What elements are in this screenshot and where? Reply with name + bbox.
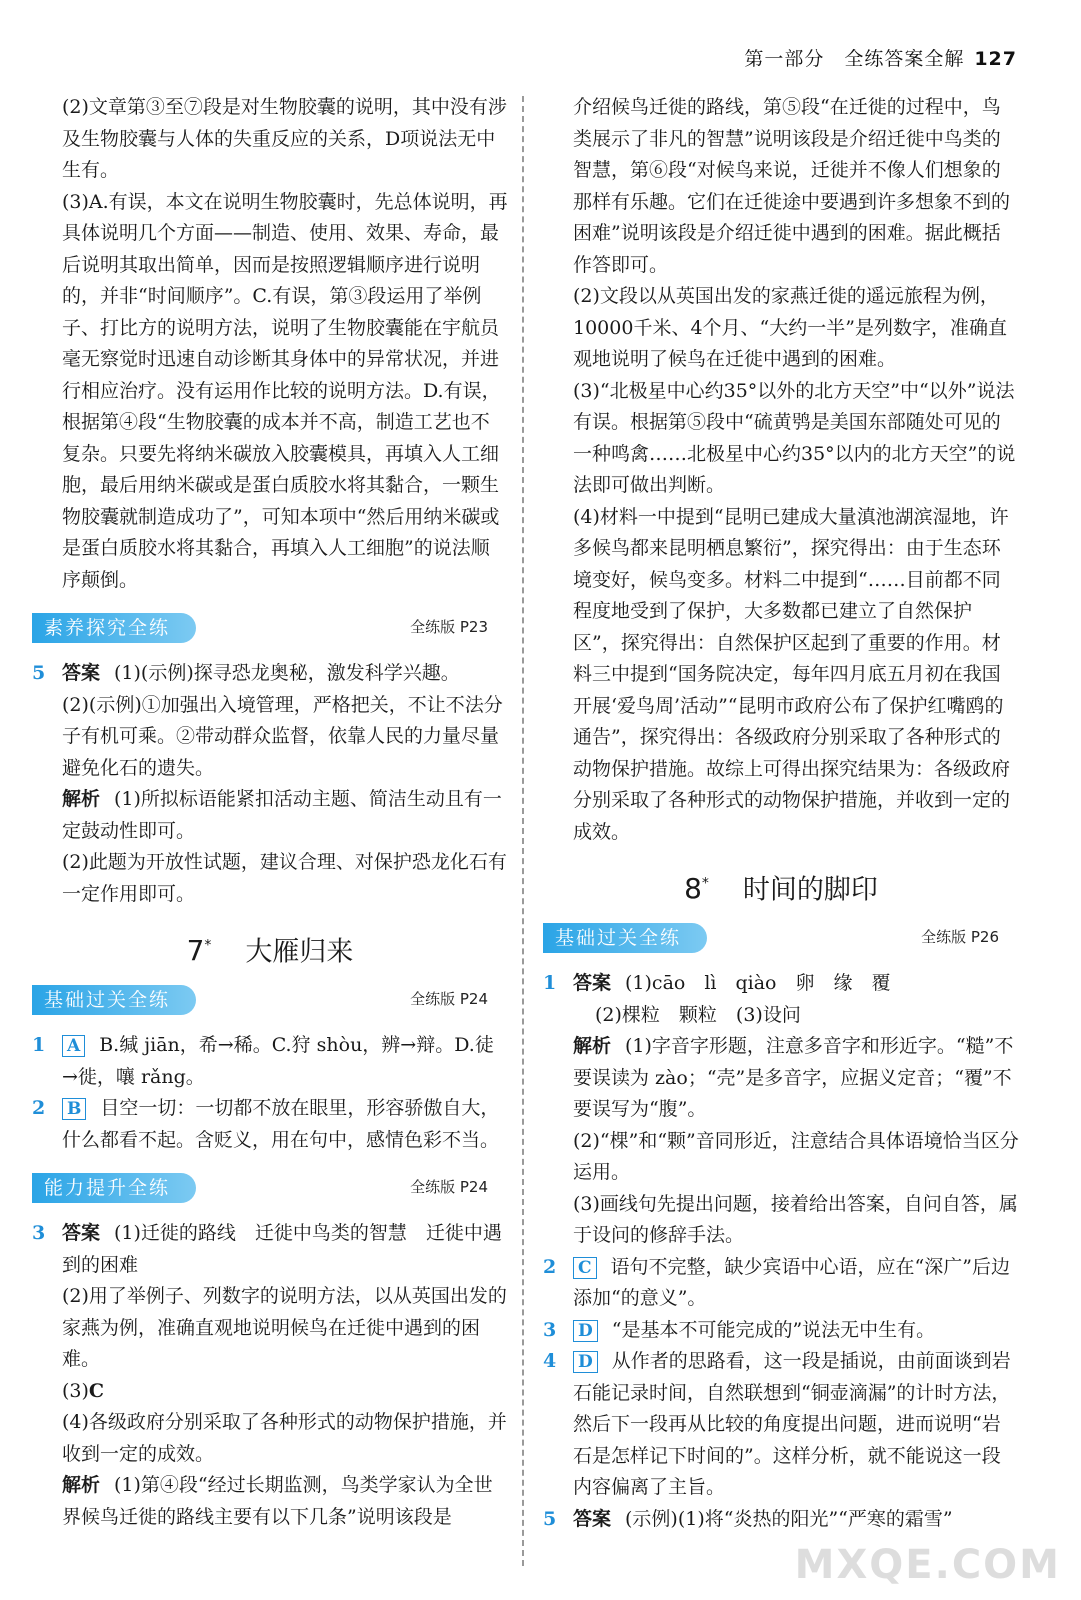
answer-box: D	[573, 1351, 598, 1373]
left-column	[32, 92, 508, 1533]
answer-box: B	[62, 1098, 86, 1120]
analysis	[32, 784, 508, 847]
answer-text: (示例)(1)将“炎热的阳光”“严寒的霜雪”	[625, 1507, 953, 1530]
answer-key: 答案	[573, 1507, 612, 1530]
question-number: 1	[32, 1034, 46, 1056]
paragraph: (2)文章第③至⑦段是对生物胶囊的说明，其中没有涉及生物胶囊与人体的失重反应的关系，D项说法无中生有。	[62, 96, 507, 181]
question-number: 1	[543, 972, 557, 994]
answer-text: (1)cāo lì qiào 卵 缘 覆	[625, 972, 891, 994]
answer-text: (4)各级政府分别采取了各种形式的动物保护措施，并收到一定的成效。	[62, 1411, 507, 1465]
section-header	[543, 918, 1019, 958]
page-header	[744, 44, 1017, 71]
lesson-name: 时间的脚印	[742, 874, 878, 906]
answer-text: (3)C	[62, 1379, 105, 1402]
answer-key: 答案	[62, 1222, 101, 1244]
question-number: 3	[543, 1318, 557, 1341]
section-header	[32, 980, 508, 1020]
question-number: 2	[543, 1255, 557, 1278]
lesson-title	[543, 862, 1019, 906]
section-ref: 全练版 P24	[410, 990, 488, 1008]
column-divider	[522, 96, 524, 1566]
answer-key: 答案	[573, 972, 612, 994]
analysis	[543, 1031, 1019, 1126]
question-text: 从作者的思路看，这一段是插说，由前面谈到岩石能记录时间，自然联想到“铜壶滴漏”的计时方法，然后下一段再从比较的角度提出问题，进而说明“岩石是怎样记下时间的”。这样分析，就不能说这一段内容偏离了主旨。	[573, 1350, 1011, 1498]
answer-text: (2)用了举例子、列数字的说明方法，以从英国出发的家燕为例，准确直观地说明候鸟在迁徙中遇到的困难。	[62, 1285, 507, 1370]
question-2	[32, 1093, 508, 1156]
question-number: 2	[32, 1097, 46, 1119]
question-number: 5	[543, 1507, 557, 1530]
question-number: 5	[32, 662, 46, 684]
watermark: MXQE.COM	[794, 1542, 1061, 1588]
section-label: 素养探究全练	[32, 613, 196, 643]
right-column	[543, 92, 1019, 1535]
section-ref: 全练版 P26	[921, 928, 999, 946]
question-4	[543, 1346, 1019, 1504]
analysis-text: (1)字音字形题，注意多音字和形近字。“糙”不要误读为 zào；“壳”是多音字，应据义定音；“覆”不要误写为“腹”。	[573, 1035, 1014, 1120]
analysis-key: 解析	[62, 788, 101, 810]
answer-text: (2)棵粒 颗粒 (3)设问	[595, 1003, 801, 1026]
answer-text: (1)迁徙的路线 迁徙中鸟类的智慧 迁徙中遇到的困难	[62, 1222, 502, 1276]
lesson-number: 8*	[684, 872, 709, 906]
answer-text: (1)(示例)探寻恐龙奥秘，激发科学兴趣。	[114, 662, 460, 684]
question-3	[32, 1218, 508, 1281]
analysis-key: 解析	[573, 1035, 612, 1057]
answer-key: 答案	[62, 662, 101, 684]
lesson-title	[32, 924, 508, 968]
question-text: B.缄 jiān，希→稀。C.狩 shòu，辨→辩。D.徒→徙，嚷 rǎng。	[62, 1034, 494, 1088]
analysis-text: (3)画线句先提出问题，接着给出答案，自问自答，属于设问的修辞手法。	[573, 1192, 1018, 1246]
paragraph: (2)文段以从英国出发的家燕迁徙的遥远旅程为例，10000千米、4个月、“大约一半”是列数字，准确直观地说明了候鸟在迁徙中遇到的困难。	[573, 285, 1007, 370]
question-number: 4	[543, 1350, 557, 1372]
question-text: 目空一切：一切都不放在眼里，形容骄傲自大，什么都看不起。含贬义，用在句中，感情色彩不当。	[62, 1097, 500, 1151]
section-label: 能力提升全练	[32, 1173, 196, 1203]
lesson-name: 大雁归来	[245, 936, 354, 968]
page-number: 127	[974, 48, 1017, 70]
section-ref: 全练版 P23	[410, 618, 488, 636]
question-3	[543, 1315, 1019, 1347]
analysis-text: (2)“棵”和“颗”音同形近，注意结合具体语境恰当区分运用。	[573, 1129, 1019, 1183]
lesson-number: 7*	[186, 934, 212, 968]
section-label: 基础过关全练	[32, 985, 196, 1015]
paragraph: (3)A.有误，本文在说明生物胶囊时，先总体说明，再具体说明几个方面——制造、使用、效果、寿命，最后说明其取出简单，因而是按照逻辑顺序进行说明的，并非“时间顺序”。C.有误，第③段运用了举例子、打比方的说明方法，说明了生物胶囊能在宇航员毫无察觉时迅速自动诊断其身体中的异常状况，并进行相应治疗。没有运用作比较的说明方法。D.有误，根据第④段“生物胶囊的成本并不高，制造工艺也不复杂。只要先将纳米碳放入胶囊模具，再填入人工细胞，最后用纳米碳或是蛋白质胶水将其黏合，一颗生物胶囊就制造成功了”，可知本项中“然后用纳米碳或是蛋白质胶水将其黏合，再填入人工细胞”的说法顺序颠倒。	[62, 190, 508, 591]
analysis-text: (1)所拟标语能紧扣活动主题、简洁生动且有一定鼓动性即可。	[62, 788, 502, 842]
analysis-text: (1)第④段“经过长期监测，鸟类学家认为全世界候鸟迁徙的路线主要有以下几条”说明该段是	[62, 1474, 493, 1528]
section-label: 基础过关全练	[543, 923, 707, 953]
header-part: 第一部分 全练答案全解	[744, 48, 965, 70]
answer-box: C	[573, 1257, 597, 1279]
paragraph: (3)“北极星中心约35°以外的北方天空”中“以外”说法有误。根据第⑤段中“硫黄鸮是美国东部随处可见的一种鸣禽……北极星中心约35°以内的北方天空”的说法即可做出判断。	[573, 379, 1016, 496]
question-2	[543, 1252, 1019, 1315]
analysis-text: (2)此题为开放性试题，建议合理、对保护恐龙化石有一定作用即可。	[62, 851, 507, 905]
question-text: “是基本不可能完成的”说法无中生有。	[611, 1318, 936, 1341]
analysis-key: 解析	[62, 1474, 101, 1496]
answer-box: A	[62, 1035, 85, 1057]
question-5	[32, 658, 508, 690]
answer-box: D	[573, 1320, 598, 1342]
question-1	[32, 1030, 508, 1093]
paragraph: 介绍候鸟迁徙的路线，第⑤段“在迁徙的过程中，鸟类展示了非凡的智慧”说明该段是介绍迁徙中鸟类的智慧，第⑥段“对候鸟来说，迁徙并不像人们想象的那样有乐趣。它们在迁徙途中要遇到许多想象不到的困难”说明该段是介绍迁徙中遇到的困难。据此概括作答即可。	[573, 96, 1011, 276]
paragraph: (4)材料一中提到“昆明已建成大量滇池湖滨湿地，许多候鸟都来昆明栖息繁衍”，探究得出：由于生态环境变好，候鸟变多。材料二中提到“……目前都不同程度地受到了保护，大多数都已建立了自然保护区”，探究得出：自然保护区起到了重要的作用。材料三中提到“国务院决定，每年四月底五月初在我国开展‘爱鸟周’活动”“昆明市政府公布了保护红嘴鸥的通告”，探究得出：各级政府分别采取了各种形式的动物保护措施。故综上可得出探究结果为：各级政府分别采取了各种形式的动物保护措施，并收到一定的成效。	[573, 505, 1011, 843]
section-header	[32, 1168, 508, 1208]
question-1	[543, 968, 1019, 1000]
question-number: 3	[32, 1222, 46, 1244]
analysis	[32, 1470, 508, 1533]
question-text: 语句不完整，缺少宾语中心语，应在“深广”后边添加“的意义”。	[573, 1255, 1010, 1309]
question-5	[543, 1504, 1019, 1536]
section-header	[32, 608, 508, 648]
answer-text: (2)(示例)①加强出入境管理，严格把关，不让不法分子有机可乘。②带动群众监督，依靠人民的力量尽量避免化石的遗失。	[62, 693, 503, 779]
section-ref: 全练版 P24	[410, 1178, 488, 1196]
